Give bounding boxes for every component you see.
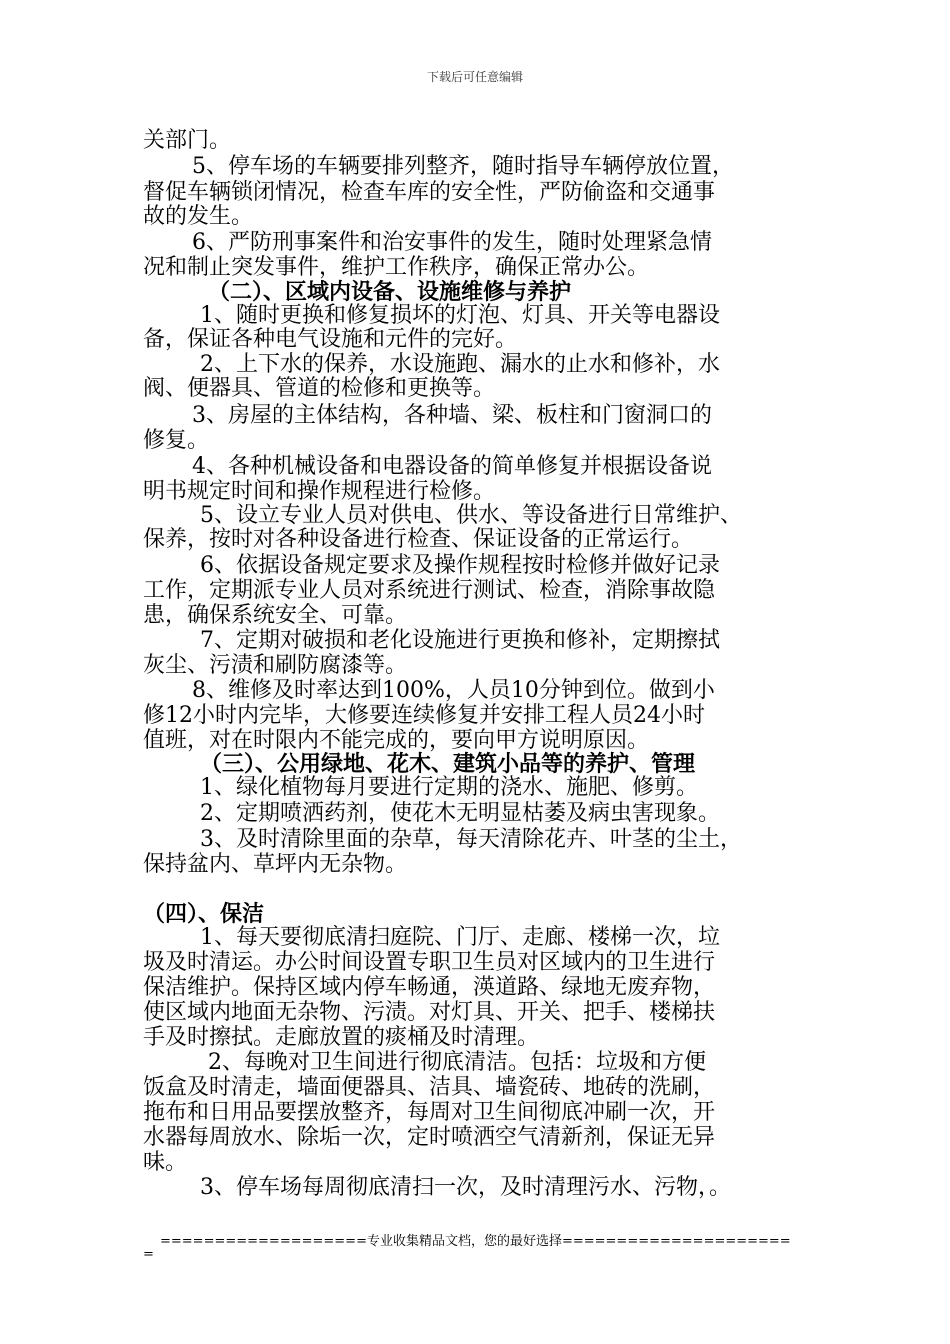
- text-line: 2、定期喷洒药剂，使花木无明显枯萎及病虫害现象。: [200, 801, 720, 826]
- page-footer: ===================专业收集精品文档，您的最好选择=====================: [160, 1234, 791, 1249]
- text-line: 修复。: [143, 428, 210, 453]
- text-line: 饭盒及时清走，墙面便器具、洁具、墙瓷砖、地砖的洗刷，: [143, 1075, 716, 1100]
- text-line: 3、房屋的主体结构，各种墙、梁、板柱和门窗洞口的: [192, 403, 712, 428]
- text-line: 修12小时内完毕，大修要连续修复并安排工程人员24小时: [143, 703, 705, 728]
- text-line: 1、每天要彻底清扫庭院、门厅、走廊、楼梯一次，垃: [200, 925, 720, 950]
- page-footer-continuation: =: [143, 1247, 154, 1262]
- text-line: 灰尘、污渍和刷防腐漆等。: [143, 653, 408, 678]
- text-line: 6、严防刑事案件和治安事件的发生，随时处理紧急情: [192, 230, 712, 255]
- text-line: 工作，定期派专业人员对系统进行测试、检查，消除事故隐: [143, 578, 716, 603]
- text-line: 水器每周放水、除垢一次，定时喷洒空气清新剂，保证无异: [143, 1125, 716, 1150]
- text-line: 6、依据设备规定要求及操作规程按时检修并做好记录: [200, 553, 720, 578]
- text-line: 2、上下水的保养，水设施跑、漏水的止水和修补，水: [200, 352, 720, 377]
- text-line: 3、停车场每周彻底清扫一次，及时清理污水、污物，。: [200, 1175, 731, 1200]
- text-line: 1、随时更换和修复损坏的灯泡、灯具、开关等电器设: [200, 303, 720, 328]
- text-line: 3、及时清除里面的杂草，每天清除花卉、叶茎的尘土，: [200, 827, 742, 852]
- text-line: 故的发生。: [143, 204, 254, 229]
- page-header: 下载后可任意编辑: [426, 70, 523, 84]
- text-line: 况和制止突发事件，维护工作秩序，确保正常办公。: [143, 255, 650, 280]
- text-line: 4、各种机械设备和电器设备的简单修复并根据设备说: [192, 454, 712, 479]
- text-line: 1、绿化植物每月要进行定期的浇水、施肥、修剪。: [200, 775, 698, 800]
- text-line: 备，保证各种电气设施和元件的完好。: [143, 327, 518, 352]
- text-line: 患，确保系统安全、可靠。: [143, 603, 408, 628]
- text-line: 阀、便器具、管道的检修和更换等。: [143, 376, 496, 401]
- text-line: 保养，按时对各种设备进行检查、保证设备的正常运行。: [143, 527, 694, 552]
- text-line: 2、每晚对卫生间进行彻底清洁。包括：垃圾和方便: [208, 1050, 706, 1075]
- section-heading: （二）、区域内设备、设施维修与养护: [208, 280, 572, 305]
- text-line: 圾及时清运。办公时间设置专职卫生员对区域内的卫生进行: [143, 950, 716, 975]
- text-line: 值班，对在时限内不能完成的，要向甲方说明原因。: [143, 728, 650, 753]
- text-line: 保洁维护。保持区域内停车畅通，渶道路、绿地无废弃物，: [143, 975, 716, 1000]
- text-line: 保持盆内、草坪内无杂物。: [143, 852, 408, 877]
- text-line: 8、维修及时率达到100%，人员10分钟到位。做到小: [192, 678, 715, 703]
- text-line: 5、停车场的车辆要排列整齐，随时指导车辆停放位置，: [192, 154, 734, 179]
- section-heading: （四）、保洁: [143, 902, 265, 927]
- section-heading: （三）、公用绿地、花木、建筑小品等的养护、管理: [200, 752, 696, 777]
- text-line: 手及时擦拭。走廊放置的痰桶及时清理。: [143, 1025, 540, 1050]
- text-line: 使区域内地面无杂物、污渍。对灯具、开关、把手、楼梯扶: [143, 1000, 716, 1025]
- text-line: 明书规定时间和操作规程进行检修。: [143, 479, 496, 504]
- text-line: 督促车辆锁闭情况，检查车库的安全性，严防偷盗和交通事: [143, 180, 716, 205]
- text-line: 关部门。: [143, 128, 232, 153]
- text-line: 拖布和日用品要摆放整齐，每周对卫生间彻底冲刷一次，开: [143, 1100, 716, 1125]
- text-line: 7、定期对破损和老化设施进行更换和修补，定期擦拭: [200, 628, 720, 653]
- text-line: 5、设立专业人员对供电、供水、等设备进行日常维护、: [200, 503, 742, 528]
- text-line: 味。: [143, 1150, 188, 1175]
